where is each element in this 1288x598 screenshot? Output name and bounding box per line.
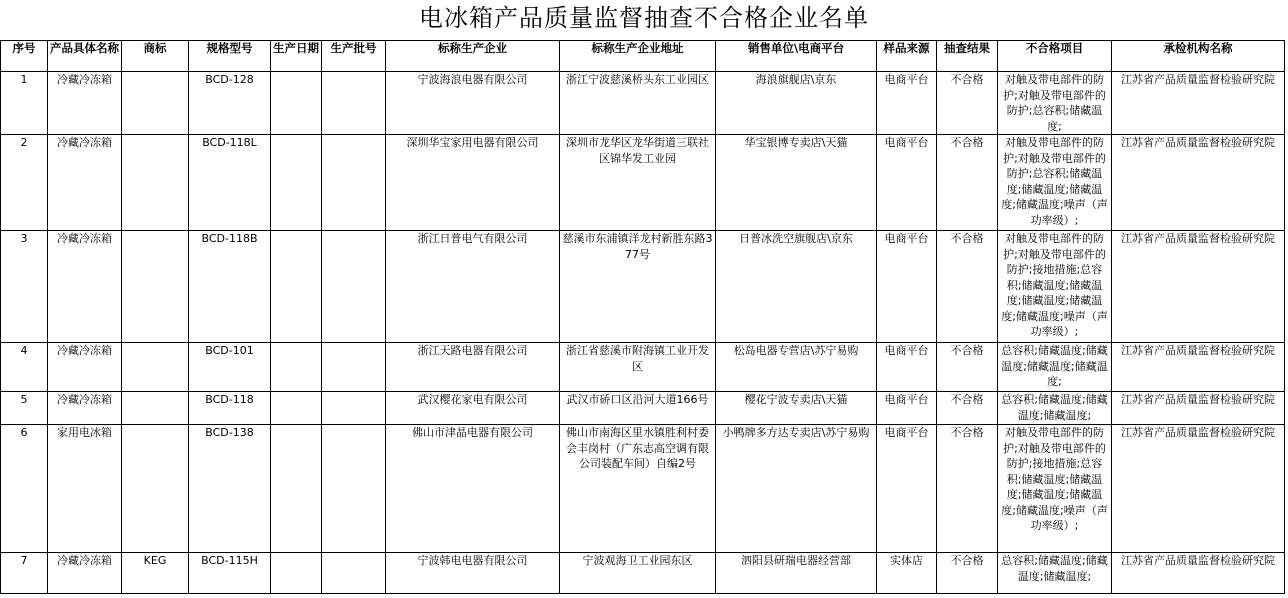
header-cell-brand: 商标 [122, 41, 189, 72]
cell-seller: 海浪旗舰店\京东 [716, 72, 877, 135]
cell-batch [322, 343, 386, 392]
cell-product: 家用电冰箱 [48, 425, 122, 553]
cell-maker: 宁波韩电电器有限公司 [386, 553, 560, 594]
header-cell-address: 标称生产企业地址 [560, 41, 716, 72]
cell-model: BCD-101 [189, 343, 271, 392]
cell-product: 冷藏冷冻箱 [48, 343, 122, 392]
cell-brand [122, 231, 189, 343]
cell-issues: 对触及带电部件的防护;对触及带电部件的防护;接地措施;总容积;储藏温度;储藏温度;储藏温度;储藏温度;储藏温度;噪声（声功率级）; [998, 231, 1112, 343]
table-row [1, 135, 1285, 231]
header-cell-no: 序号 [1, 41, 48, 72]
cell-product: 冷藏冷冻箱 [48, 135, 122, 231]
header-cell-source: 样品来源 [877, 41, 937, 72]
header-cell-maker: 标称生产企业 [386, 41, 560, 72]
page-title: 电冰箱产品质量监督抽查不合格企业名单 [419, 4, 869, 32]
header-cell-lab: 承检机构名称 [1112, 41, 1285, 72]
cell-brand [122, 425, 189, 553]
cell-maker: 浙江天路电器有限公司 [386, 343, 560, 392]
cell-issues: 总容积;储藏温度;储藏温度;储藏温度;储藏温度; [998, 343, 1112, 392]
cell-no: 5 [1, 392, 48, 425]
cell-date [271, 135, 322, 231]
cell-seller: 泗阳县研瑞电器经营部 [716, 553, 877, 594]
cell-seller: 华宝银博专卖店\天猫 [716, 135, 877, 231]
cell-seller: 日普冰洗空旗舰店\京东 [716, 231, 877, 343]
cell-maker: 浙江日普电气有限公司 [386, 231, 560, 343]
cell-model: BCD-138 [189, 425, 271, 553]
cell-address: 浙江省慈溪市附海镇工业开发区 [560, 343, 716, 392]
cell-source: 电商平台 [877, 392, 937, 425]
header-cell-model: 规格型号 [189, 41, 271, 72]
cell-lab: 江苏省产品质量监督检验研究院 [1112, 231, 1285, 343]
table-row [1, 231, 1285, 343]
cell-lab: 江苏省产品质量监督检验研究院 [1112, 135, 1285, 231]
cell-batch [322, 425, 386, 553]
cell-issues: 对触及带电部件的防护;对触及带电部件的防护;总容积;储藏温度;储藏温度;储藏温度;储藏温度;噪声（声功率级）; [998, 135, 1112, 231]
cell-issues: 对触及带电部件的防护;对触及带电部件的防护;总容积;储藏温度; [998, 72, 1112, 135]
cell-seller: 樱花宁波专卖店\天猫 [716, 392, 877, 425]
cell-issues: 总容积;储藏温度;储藏温度;储藏温度; [998, 553, 1112, 594]
cell-issues: 总容积;储藏温度;储藏温度;储藏温度; [998, 392, 1112, 425]
cell-lab: 江苏省产品质量监督检验研究院 [1112, 72, 1285, 135]
cell-source: 电商平台 [877, 343, 937, 392]
cell-model: BCD-118L [189, 135, 271, 231]
cell-no: 3 [1, 231, 48, 343]
cell-brand [122, 72, 189, 135]
cell-address: 慈溪市东浦镇洋龙村新胜东路377号 [560, 231, 716, 343]
cell-date [271, 425, 322, 553]
cell-address: 佛山市南海区里水镇胜利村委会丰岗村（广东志高空调有限公司装配车间）自编2号 [560, 425, 716, 553]
cell-no: 2 [1, 135, 48, 231]
cell-brand [122, 392, 189, 425]
header-cell-product: 产品具体名称 [48, 41, 122, 72]
cell-seller: 小鸭牌多方达专卖店\苏宁易购 [716, 425, 877, 553]
header-cell-date: 生产日期 [271, 41, 322, 72]
cell-brand [122, 343, 189, 392]
cell-product: 冷藏冷冻箱 [48, 72, 122, 135]
cell-result: 不合格 [937, 72, 998, 135]
cell-model: BCD-128 [189, 72, 271, 135]
cell-no: 4 [1, 343, 48, 392]
cell-lab: 江苏省产品质量监督检验研究院 [1112, 343, 1285, 392]
cell-batch [322, 231, 386, 343]
cell-product: 冷藏冷冻箱 [48, 553, 122, 594]
header-cell-issues: 不合格项目 [998, 41, 1112, 72]
cell-result: 不合格 [937, 343, 998, 392]
cell-result: 不合格 [937, 392, 998, 425]
table-row [1, 392, 1285, 425]
header-cell-batch: 生产批号 [322, 41, 386, 72]
cell-date [271, 392, 322, 425]
cell-date [271, 343, 322, 392]
table-row [1, 72, 1285, 135]
cell-source: 电商平台 [877, 135, 937, 231]
header-cell-seller: 销售单位\电商平台 [716, 41, 877, 72]
cell-no: 7 [1, 553, 48, 594]
cell-address: 宁波观海卫工业园东区 [560, 553, 716, 594]
cell-lab: 江苏省产品质量监督检验研究院 [1112, 425, 1285, 553]
cell-no: 1 [1, 72, 48, 135]
cell-date [271, 72, 322, 135]
header-cell-result: 抽查结果 [937, 41, 998, 72]
table-row [1, 343, 1285, 392]
cell-maker: 武汉樱花家电有限公司 [386, 392, 560, 425]
noncompliant-enterprise-table [0, 40, 1285, 594]
cell-batch [322, 392, 386, 425]
cell-address: 浙江宁波慈溪桥头东工业园区 [560, 72, 716, 135]
cell-brand [122, 135, 189, 231]
cell-maker: 深圳华宝家用电器有限公司 [386, 135, 560, 231]
cell-brand: KEG [122, 553, 189, 594]
cell-address: 深圳市龙华区龙华街道三联社区锦华发工业园 [560, 135, 716, 231]
cell-result: 不合格 [937, 135, 998, 231]
cell-result: 不合格 [937, 425, 998, 553]
cell-no: 6 [1, 425, 48, 553]
cell-source: 电商平台 [877, 231, 937, 343]
cell-lab: 江苏省产品质量监督检验研究院 [1112, 553, 1285, 594]
cell-model: BCD-115H [189, 553, 271, 594]
cell-model: BCD-118B [189, 231, 271, 343]
cell-address: 武汉市硚口区沿河大道166号 [560, 392, 716, 425]
cell-source: 电商平台 [877, 72, 937, 135]
cell-source: 电商平台 [877, 425, 937, 553]
table-header-row [1, 41, 1285, 72]
cell-result: 不合格 [937, 553, 998, 594]
cell-result: 不合格 [937, 231, 998, 343]
table-row [1, 553, 1285, 594]
cell-maker: 宁波海浪电器有限公司 [386, 72, 560, 135]
cell-product: 冷藏冷冻箱 [48, 231, 122, 343]
cell-batch [322, 135, 386, 231]
cell-seller: 松岛电器专营店\苏宁易购 [716, 343, 877, 392]
cell-batch [322, 72, 386, 135]
cell-issues: 对触及带电部件的防护;对触及带电部件的防护;接地措施;总容积;储藏温度;储藏温度;储藏温度;储藏温度;储藏温度;噪声（声功率级）; [998, 425, 1112, 553]
cell-batch [322, 553, 386, 594]
cell-date [271, 553, 322, 594]
cell-lab: 江苏省产品质量监督检验研究院 [1112, 392, 1285, 425]
table-row [1, 425, 1285, 553]
cell-source: 实体店 [877, 553, 937, 594]
cell-date [271, 231, 322, 343]
cell-model: BCD-118 [189, 392, 271, 425]
cell-product: 冷藏冷冻箱 [48, 392, 122, 425]
cell-maker: 佛山市津晶电器有限公司 [386, 425, 560, 553]
